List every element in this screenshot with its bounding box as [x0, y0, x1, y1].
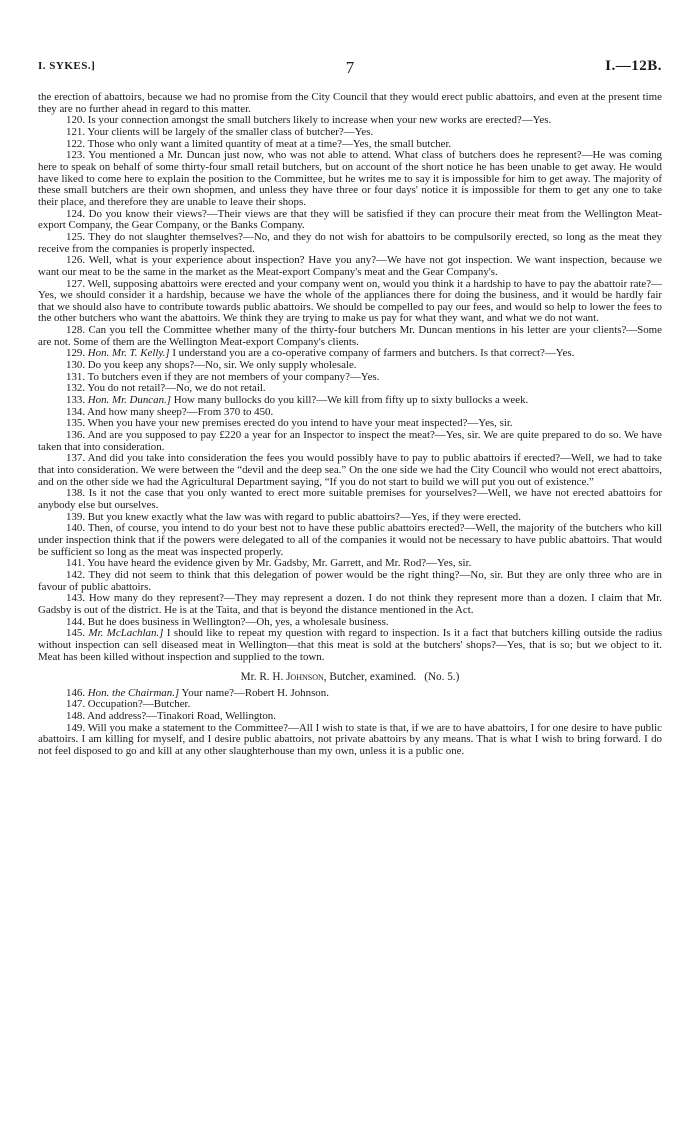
paragraph: 123. You mentioned a Mr. Duncan just now, who was not able to attend. What class of butchers does he represent?—He was coming here to speak on behalf of some thirty-four small retail butchers, but on account of the short notice he has been unable to get away. He would have liked to come here to explain the position to the Committee, but he writes me to say it is impossible for him to get away. The majority of these small butchers are their own shopmen, and unless they have three or four days' notice it is impossible for them to get any one to take their place, and therefore they are unable to leave their shops.: [38, 149, 662, 208]
paragraph-text: I should like to repeat my question with regard to inspection. Is it a fact that butchers killing outside the radius without inspection can sell diseased meat in Wellington—that this meat is sold at the butchers' shops?—Yes, that is so; but we object to it. Meat has been killed without inspection and supplied to the town.: [38, 627, 662, 663]
question-number: 133.: [66, 394, 86, 407]
paragraph: 143. How many do they represent?—They may represent a dozen. I do not think they represent more than a dozen. I claim that Mr. Gadsby is out of the district. He is at the Taita, and that is beyond the distance mentioned in the Act.: [38, 592, 662, 616]
question-number: 146.: [66, 686, 86, 699]
witness-heading: [38, 672, 662, 684]
question-number: 145.: [66, 627, 86, 640]
paragraph: 127. Well, supposing abattoirs were erected and your company went on, would you think it a hardship to have to pay the abattoir rate?—Yes, we should consider it a hardship, because we have the whole of the appliances there for doing the business, and it would be hardly fair that we should also have to contribute towards public abattoirs. We should be compelled to pay our fees, and would so help to lower the fees to the other butchers who want the abattoirs. We think they are trying to make us pay for what they want, and what we do not want.: [38, 277, 662, 325]
paragraph: 121. Your clients will be largely of the smaller class of butcher?—Yes.: [66, 125, 374, 138]
paragraph: 131. To butchers even if they are not members of your company?—Yes.: [66, 370, 380, 383]
paragraph: 138. Is it not the case that you only wanted to erect more suitable premises for yourselves?—Well, we have not erected abattoirs for anybody else but ourselves.: [38, 487, 662, 511]
header-witness: I. SYKES.]: [38, 60, 96, 72]
paragraph: 147. Occupation?—Butcher.: [66, 698, 191, 711]
paragraph: 148. And address?—Tinakori Road, Wellington.: [66, 710, 276, 723]
paragraph: 135. When you have your new premises erected do you intend to have your meat inspected?—Yes, sir.: [66, 417, 513, 430]
speaker-label: Hon. Mr. T. Kelly.]: [87, 347, 170, 360]
question-number: 129.: [66, 347, 86, 360]
paragraph-text: I understand you are a co-operative company of farmers and butchers. Is that correct?—Yes.: [172, 347, 575, 360]
paragraph: 144. But he does business in Wellington?—Oh, yes, a wholesale business.: [66, 615, 389, 628]
paragraph: [38, 395, 662, 407]
paragraph: 125. They do not slaughter themselves?—No, and they do not wish for abattoirs to be compulsorily erected, so long as the meat they receive from the companies is properly inspected.: [38, 230, 662, 255]
witness-name: Johnson: [286, 671, 324, 684]
witness-role: , Butcher, examined.: [323, 671, 417, 684]
evidence-body: [38, 92, 662, 758]
paragraph: 128. Can you tell the Committee whether many of the thirty-four butchers Mr. Duncan mentions in his letter are your clients?—Some are not. Some of them are the Wellington Meat-export Company's clients.: [38, 324, 662, 348]
paragraph: 122. Those who only want a limited quantity of meat at a time?—Yes, the small butcher.: [66, 137, 452, 150]
paragraph: 130. Do you keep any shops?—No, sir. We only supply wholesale.: [66, 359, 357, 372]
paragraph: 136. And are you supposed to pay £220 a year for an Inspector to inspect the meat?—Yes, sir. We are quite prepared to do so. We have taken that into consideration.: [38, 429, 662, 453]
paragraph: 120. Is your connection amongst the small butchers likely to increase when your new works are erected?—Yes.: [66, 114, 552, 127]
paragraph: 137. And did you take into consideration the fees you would possibly have to pay to public abattoirs if erected?—Well, we had to take that into consideration. We were between the “devil and the deep sea.” On the one side we had the City Council who would not erect abattoirs, and on the other side we had the Agricultural Department saying, “If you do not start to build we will put you out of existence.”: [38, 452, 662, 488]
paragraph: the erection of abattoirs, because we had no promise from the City Council that they would erect public abattoirs, and even at the present time they are no further ahead in regard to this matter.: [38, 91, 662, 115]
paragraph-text: Your name?—Robert H. Johnson.: [181, 686, 329, 699]
witness-prefix: Mr. R. H.: [240, 671, 284, 684]
paper-reference: I.—12B.: [605, 58, 662, 74]
paragraph: [38, 628, 662, 663]
paragraph-text: How many bullocks do you kill?—We kill from fifty up to sixty bullocks a week.: [173, 394, 529, 407]
speaker-label: Hon. Mr. Duncan.]: [87, 394, 171, 407]
paragraph: 126. Well, what is your experience about inspection? Have you any?—We have not got inspection. We want inspection, because we want our meat to be the same in the market as the Meat-export Company's meat and the Gear Company's.: [38, 254, 662, 278]
speaker-label: Mr. McLachlan.]: [88, 627, 164, 640]
paragraph: 149. Will you make a statement to the Committee?—All I wish to state is that, if we are to have abattoirs, I for one desire to have public abattoirs. I am killing for myself, and I desire public abattoirs, not private abattoirs by any means. That is what I wish to bring forward. I do not feel disposed to go and kill at any other slaughterhouse than my own, unless it is a public one.: [38, 721, 662, 758]
paragraph: 134. And how many sheep?—From 370 to 450.: [66, 405, 274, 418]
page-number: 7: [345, 58, 355, 77]
paragraph: 142. They did not seem to think that this delegation of power would be the right thing?—No, sir. But they are only three who are in favour of public abattoirs.: [38, 568, 662, 593]
speaker-label: Hon. the Chairman.]: [87, 686, 180, 699]
paragraph: 124. Do you know their views?—Their views are that they will be satisfied if they can procure their meat from the Wellington Meat-export Company, the Gear Company, or the Banks Company.: [38, 207, 662, 232]
paragraph: 141. You have heard the evidence given by Mr. Gadsby, Mr. Garrett, and Mr. Rod?—Yes, sir.: [66, 557, 472, 570]
page-header: [38, 60, 662, 82]
witness-number: (No. 5.): [424, 671, 460, 684]
paragraph: 139. But you knew exactly what the law was with regard to public abattoirs?—Yes, if they were erected.: [66, 510, 521, 523]
paragraph: 140. Then, of course, you intend to do your best not to have these public abattoirs erected?—Well, the majority of the butchers who kill under inspection think that if the powers were delegated to all of the companies it would not be necessary to have public abattoirs. That would be sufficient so long as the meat was inspected properly.: [38, 522, 662, 558]
paragraph: 132. You do not retail?—No, we do not retail.: [66, 382, 266, 395]
